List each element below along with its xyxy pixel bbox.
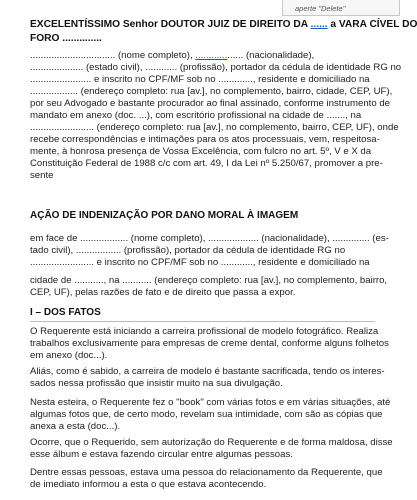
heading-text: EXCELENTÍSSIMO Senhor DOUTOR JUIZ DE DIREITO DA	[30, 19, 311, 30]
facts-line: de imediato informou a esta o que estava acontecendo.	[30, 479, 267, 490]
intro-text: ................................ (nome completo),	[30, 50, 196, 61]
intro-line: recebe correspondências e intimações para os atos processuais, vem, respeitosa-	[30, 134, 380, 145]
facts-line: sados nessa profissão que insistir muito na sua divulgação.	[30, 378, 283, 389]
intro-line: .................. (endereço completo: rua [av.], no complemento, bairro, cidade, CEP, UF),	[30, 86, 393, 97]
facts-paragraph-5	[30, 467, 383, 491]
facts-line: esse álbum e estava fazendo circular entre algumas pessoas.	[30, 449, 293, 460]
facts-line: Dentre essas pessoas, estava uma pessoa do relacionamento da Requerente, que	[30, 467, 383, 478]
heading-line-2: FORO ..............	[30, 32, 102, 44]
nationality-field[interactable]: ............	[195, 50, 228, 61]
facts-paragraph-2	[30, 366, 385, 390]
heading-line-1	[30, 18, 417, 32]
defendant-paragraph	[30, 233, 389, 269]
facts-line: anexa a esta (doc...).	[30, 421, 121, 432]
petition-heading	[30, 18, 417, 45]
facts-paragraph-3	[30, 397, 391, 433]
facts-line: trabalhos exclusivamente para empresas de creme dental, conforme alguns folhetos	[30, 338, 389, 349]
defendant-line: CEP, UF), pelas razões de fato e de direito que passa a expor.	[30, 287, 296, 298]
facts-line: O Requerente está iniciando a carreira profissional de modelo fotográfico. Realiza	[30, 326, 379, 337]
vara-number-field[interactable]: ......	[310, 19, 328, 30]
defendant-paragraph-cont	[30, 275, 388, 299]
facts-paragraph-4	[30, 437, 393, 461]
facts-line: Ocorre, que o Requerido, sem autorização do Requerente e de forma maldosa, disse	[30, 437, 393, 448]
intro-paragraph	[30, 50, 402, 182]
intro-line: ....................... e inscrito no CPF/MF sob no ............., residente e domiciliado na	[30, 74, 370, 85]
intro-line: Constituição Federal de 1988 c/c com art. 49, I da Lei nº 5.250/67, promover a pre-	[30, 158, 383, 169]
defendant-line: ........................ e inscrito no CPF/MF sob no ............, residente e domiciliado na	[30, 257, 370, 268]
facts-line: Nesta esteira, o Requerente fez o "book" com várias fotos e em várias situações, até	[30, 397, 391, 408]
intro-line	[30, 50, 375, 62]
defendant-line: tado civil), ................. (profissão), portador da cédula de identidade RG no	[30, 245, 346, 256]
intro-line: por seu Advogado e bastante procurador ao final assinado, conforme instrumento de	[30, 98, 390, 109]
facts-line: em anexo (doc...).	[30, 350, 108, 361]
facts-line: Aliás, como é sabido, a carreira de modelo é bastante sacrificada, tendo os interes-	[30, 366, 385, 377]
intro-text: ...... (nacionalidade),	[227, 50, 315, 61]
heading-text: a VARA CÍVEL DO	[327, 19, 417, 30]
defendant-line: em face de .................. (nome completo), ................... (nacionalidade), .............. (es-	[30, 233, 389, 244]
intro-line: .................... (estado civil), ............ (profissão), portador da cédula de identidade RG no	[30, 62, 402, 73]
intro-line: sente	[30, 170, 54, 181]
intro-line: mandato em anexo (doc. ...), com escritório profissional na cidade de ......., na	[30, 110, 362, 121]
action-title: AÇÃO DE INDENIZAÇÃO POR DANO MORAL À IMAGEM	[30, 210, 299, 221]
section-divider	[30, 321, 375, 322]
facts-title: I – DOS FATOS	[30, 307, 101, 318]
facts-paragraph-1	[30, 326, 389, 362]
intro-line: ........................ (endereço completo: rua [av.], no complemento, bairro, CEP, UF), onde	[30, 122, 399, 133]
editor-tooltip: aperte "Delete"	[282, 0, 400, 16]
intro-line: mente, à honrosa presença de Vossa Excelência, com fulcro no art. 5º, V e X da	[30, 146, 372, 157]
facts-line: algumas fotos que, de certo modo, revelam sua intimidade, com são as cópias que	[30, 409, 383, 420]
defendant-line: cidade de ..........., na ........... (endereço completo: rua [av.], no complemento, bairro,	[30, 275, 388, 286]
